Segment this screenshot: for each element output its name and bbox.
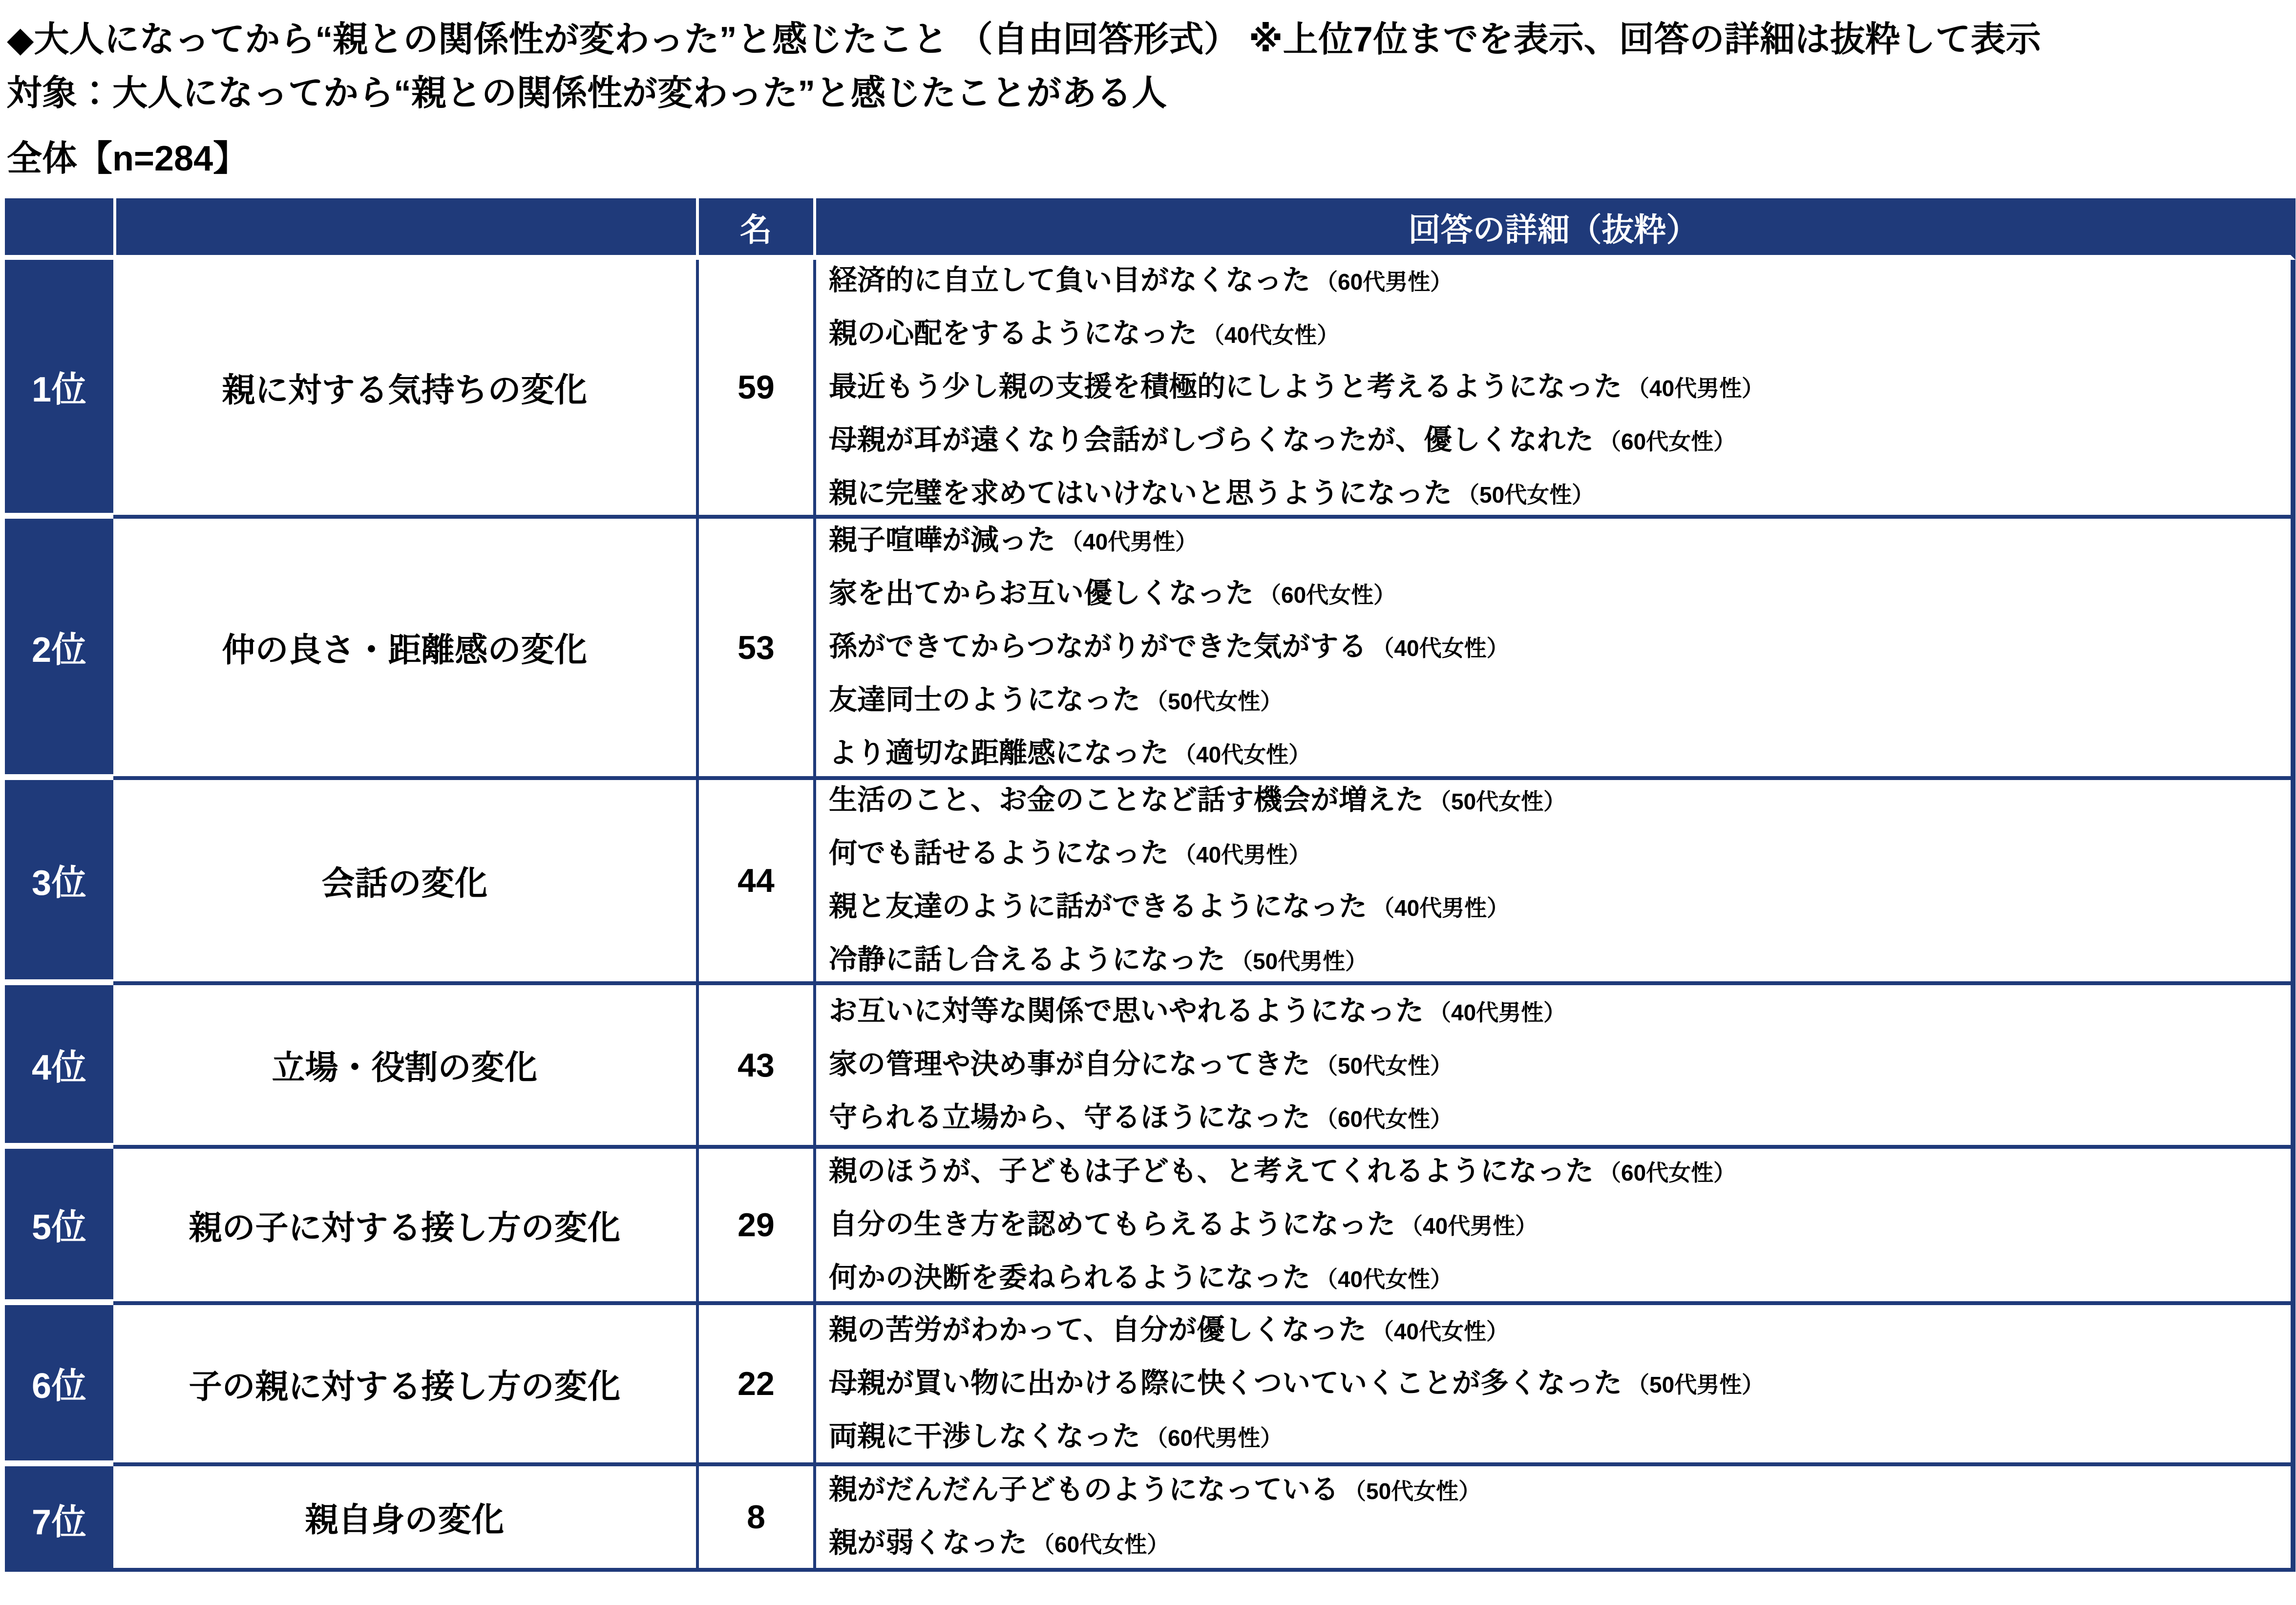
header-count: 名 [696, 198, 813, 260]
header-rank [5, 198, 113, 260]
detail-text: 冷静に話し合えるようになった [829, 944, 1226, 975]
detail-respondent: （40代男性） [1627, 375, 1765, 401]
detail-line [829, 1092, 1453, 1145]
detail-text: 母親が耳が遠くなり会話がしづらくなったが、優しくなれた [829, 423, 1594, 456]
detail-text: 何でも話せるようになった [829, 837, 1169, 869]
detail-line [829, 568, 1396, 621]
detail-line [829, 1411, 1283, 1464]
detail-respondent: （40代女性） [1174, 742, 1311, 767]
detail-line [829, 514, 1198, 568]
detail-respondent: （60代女性） [1599, 428, 1736, 454]
detail-line [829, 361, 1764, 414]
detail-text: 親に完璧を求めてはいけないと思うようになった [829, 477, 1453, 509]
rank-cell: 4位 [5, 985, 113, 1149]
details-cell [813, 985, 2296, 1149]
detail-respondent: （50代男性） [1627, 1372, 1765, 1397]
detail-respondent: （50代女性） [1429, 789, 1566, 814]
detail-line [829, 1304, 1509, 1357]
detail-line [829, 621, 1509, 674]
detail-text: 母親が買い物に出かける際に快くついていくことが多くなった [829, 1367, 1622, 1399]
detail-line [829, 308, 1339, 361]
detail-respondent: （60代女性） [1032, 1532, 1170, 1557]
detail-text: 生活のこと、お金のことなど話す機会が増えた [829, 784, 1424, 816]
detail-text: 友達同士のようになった [829, 684, 1141, 716]
header-details: 回答の詳細（抜粋） [813, 198, 2296, 260]
rank-cell: 6位 [5, 1305, 113, 1466]
detail-respondent: （40代男性） [1429, 1000, 1566, 1025]
detail-line [829, 827, 1311, 881]
page-header [7, 17, 2296, 182]
detail-line [829, 985, 1566, 1038]
detail-respondent: （40代男性） [1174, 842, 1311, 867]
detail-text: 親のほうが、子どもは子ども、と考えてくれるようになった [829, 1155, 1594, 1187]
detail-text: お互いに対等な関係で思いやれるようになった [829, 995, 1424, 1027]
detail-respondent: （60代女性） [1315, 1106, 1453, 1132]
detail-respondent: （50代女性） [1145, 689, 1283, 714]
detail-respondent: （50代女性） [1344, 1478, 1481, 1504]
category-cell: 立場・役割の変化 [113, 985, 696, 1149]
detail-line [829, 674, 1283, 727]
detail-text: 自分の生き方を認めてもらえるようになった [829, 1208, 1396, 1240]
detail-line [829, 1199, 1538, 1252]
rank-cell: 7位 [5, 1466, 113, 1572]
detail-line [829, 1464, 1481, 1517]
count-cell: 53 [696, 519, 813, 780]
detail-text: 何かの決断を委ねられるようになった [829, 1261, 1311, 1293]
detail-line [829, 774, 1566, 827]
detail-line [829, 254, 1453, 308]
detail-line [829, 727, 1311, 781]
detail-text: 守られる立場から、守るほうになった [829, 1101, 1311, 1133]
detail-respondent: （60代女性） [1599, 1160, 1736, 1185]
rank-cell: 5位 [5, 1149, 113, 1305]
category-cell: 会話の変化 [113, 780, 696, 985]
detail-text: 家を出てからお互い優しくなった [829, 577, 1254, 609]
detail-respondent: （60代男性） [1315, 269, 1453, 295]
page-title: ◆大人になってから“親との関係性が変わった”と感じたこと （自由回答形式） ※上位7位までを表示、回答の詳細は抜粋して表示 [7, 20, 2041, 59]
count-cell: 8 [696, 1466, 813, 1572]
details-cell [813, 1466, 2296, 1572]
rank-cell: 2位 [5, 519, 113, 780]
results-table [5, 198, 2296, 1572]
detail-text: 親の心配をするようになった [829, 317, 1198, 349]
detail-respondent: （40代女性） [1315, 1266, 1453, 1292]
detail-text: 孫ができてからつながりができた気がする [829, 631, 1367, 662]
detail-respondent: （40代男性） [1372, 895, 1510, 921]
detail-text: 親の苦労がわかって、自分が優しくなった [829, 1313, 1367, 1346]
detail-text: より適切な距離感になった [829, 737, 1169, 769]
detail-respondent: （50代女性） [1457, 482, 1595, 507]
detail-text: 親と友達のように話ができるようになった [829, 890, 1368, 922]
count-cell: 29 [696, 1149, 813, 1305]
detail-text: 最近もう少し親の支援を積極的にしようと考えるようになった [829, 370, 1622, 402]
details-cell [813, 1149, 2296, 1305]
category-cell: 親自身の変化 [113, 1466, 696, 1572]
sample-size-label: 全体【n=284】 [7, 139, 249, 178]
rank-cell: 3位 [5, 780, 113, 985]
count-cell: 44 [696, 780, 813, 985]
detail-respondent: （50代女性） [1315, 1053, 1453, 1078]
detail-respondent: （40代女性） [1371, 635, 1509, 661]
details-cell [813, 780, 2296, 985]
detail-line [829, 467, 1594, 521]
details-cell [813, 519, 2296, 780]
category-cell: 仲の良さ・距離感の変化 [113, 519, 696, 780]
category-cell: 親の子に対する接し方の変化 [113, 1149, 696, 1305]
detail-line [829, 1252, 1453, 1305]
detail-respondent: （60代男性） [1145, 1425, 1283, 1451]
detail-respondent: （40代女性） [1202, 322, 1340, 348]
detail-text: 両親に干渉しなくなった [829, 1420, 1141, 1452]
detail-text: 親子喧嘩が減った [829, 524, 1056, 556]
survey-results-page [0, 17, 2296, 1605]
category-cell: 子の親に対する接し方の変化 [113, 1305, 696, 1466]
detail-text: 経済的に自立して負い目がなくなった [829, 264, 1311, 296]
detail-respondent: （40代男性） [1060, 529, 1198, 554]
page-subtitle: 対象：大人になってから“親との関係性が変わった”と感じたことがある人 [7, 74, 1167, 113]
count-cell: 59 [696, 260, 813, 519]
detail-respondent: （60代女性） [1259, 582, 1396, 608]
details-cell [813, 260, 2296, 519]
detail-text: 親がだんだん子どものようになっている [829, 1474, 1339, 1505]
detail-respondent: （40代女性） [1371, 1318, 1509, 1344]
detail-line [829, 1038, 1453, 1092]
count-cell: 22 [696, 1305, 813, 1466]
detail-line [829, 414, 1736, 467]
header-category [113, 198, 696, 260]
detail-respondent: （50代男性） [1230, 949, 1368, 974]
detail-line [829, 1145, 1736, 1199]
detail-text: 家の管理や決め事が自分になってきた [829, 1048, 1311, 1080]
detail-respondent: （40代男性） [1400, 1213, 1538, 1239]
detail-line [829, 1517, 1169, 1570]
detail-line [829, 934, 1368, 987]
category-cell: 親に対する気持ちの変化 [113, 260, 696, 519]
details-cell [813, 1305, 2296, 1466]
rank-cell: 1位 [5, 260, 113, 519]
detail-line [829, 881, 1509, 934]
detail-line [829, 1357, 1764, 1411]
detail-text: 親が弱くなった [829, 1527, 1028, 1559]
count-cell: 43 [696, 985, 813, 1149]
